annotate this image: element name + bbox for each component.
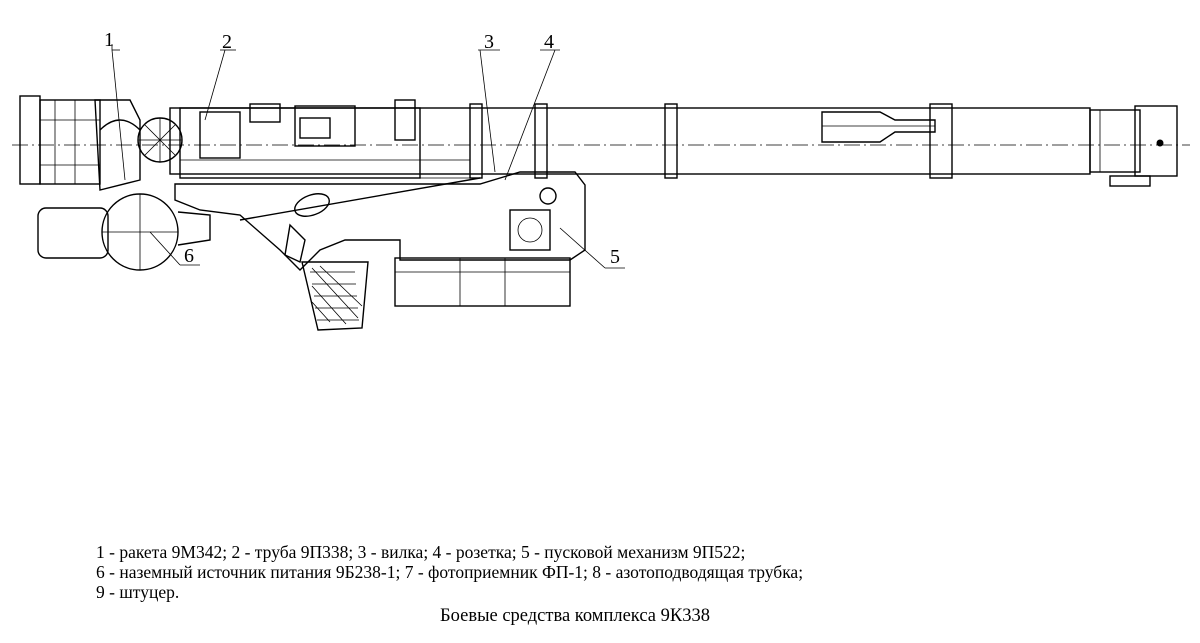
callout-1: 1 <box>104 29 114 51</box>
callout-4: 4 <box>544 31 554 53</box>
callout-3: 3 <box>484 31 494 53</box>
legend-line: 9 - штуцер. <box>96 582 180 602</box>
top-equipment <box>180 100 470 178</box>
callout-leaders <box>112 44 625 268</box>
figure-title: Боевые средства комплекса 9К338 <box>440 606 710 626</box>
callout-2: 2 <box>222 31 232 53</box>
rear-assembly <box>20 96 182 190</box>
legend <box>96 542 1146 602</box>
callout-5: 5 <box>610 246 620 268</box>
legend-line: 1 - ракета 9М342; 2 - труба 9П338; 3 - вилка; 4 - розетка; 5 - пусковой механизм 9П522; <box>96 542 746 562</box>
legend-line: 6 - наземный источник питания 9Б238-1; 7 - фотоприемник ФП-1; 8 - азотоподводящая трубка; <box>96 562 804 582</box>
callout-6: 6 <box>184 245 194 267</box>
launch-mechanism <box>175 172 585 330</box>
